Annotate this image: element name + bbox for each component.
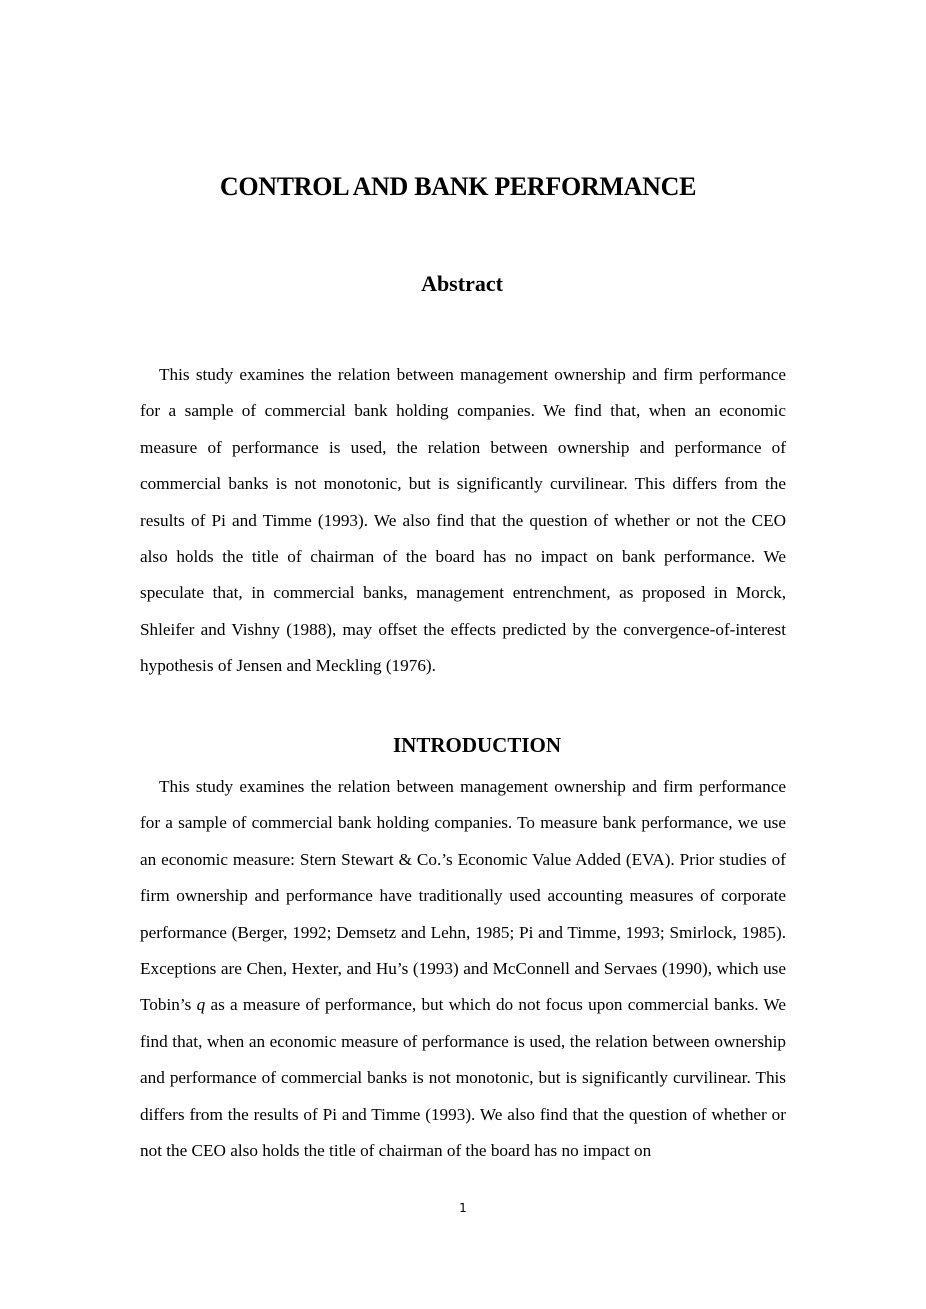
abstract-paragraph: This study examines the relation between management ownership and firm performance for a sample of commercial bank holding companies. We find that, when an economic measure of performance is used, the relation between ownership and performance of commercial banks is not monotonic, but is significantly curvilinear. This differs from the results of Pi and Timme (1993). We also find that the question of whether or not the CEO also holds the title of chairman of the board has no impact on bank performance. We speculate that, in commercial banks, management entrenchment, as proposed in Morck, Shleifer and Vishny (1988), may offset the effects predicted by the convergence-of-interest hypothesis of Jensen and Meckling (1976). xyxy=(140,365,786,676)
abstract-heading: Abstract xyxy=(421,271,503,296)
paper-title: CONTROL AND BANK PERFORMANCE xyxy=(219,172,697,201)
introduction-text-part-1: This study examines the relation between management ownership and firm performance for a sample of commercial bank holding companies. To measure bank performance, we use an economic measure: Stern Stewart & Co.’s Economic Value Added (EVA). Prior studies of firm ownership and performance have traditionally used accounting measures of corporate performance (Berger, 1992; Demsetz and Lehn, 1985; Pi and Timme, 1993; Smirlock, 1985). Exceptions are Chen, Hexter, and Hu’s (1993) and McConnell and Servaes (1990), which use Tobin’s xyxy=(140,777,786,1015)
introduction-text-part-2: as a measure of performance, but which do not focus upon commercial banks. We find that, when an economic measure of performance is used, the relation between ownership and performance of commercial banks is not monotonic, but is significantly curvilinear. This differs from the results of Pi and Timme (1993). We also find that the question of whether or not the CEO also holds the title of chairman of the board has no impact on xyxy=(140,995,786,1161)
page-number: 1 xyxy=(459,1201,467,1215)
tobins-q-italic: q xyxy=(196,995,206,1015)
introduction-paragraph xyxy=(140,769,786,1169)
introduction-heading: INTRODUCTION xyxy=(392,733,562,757)
